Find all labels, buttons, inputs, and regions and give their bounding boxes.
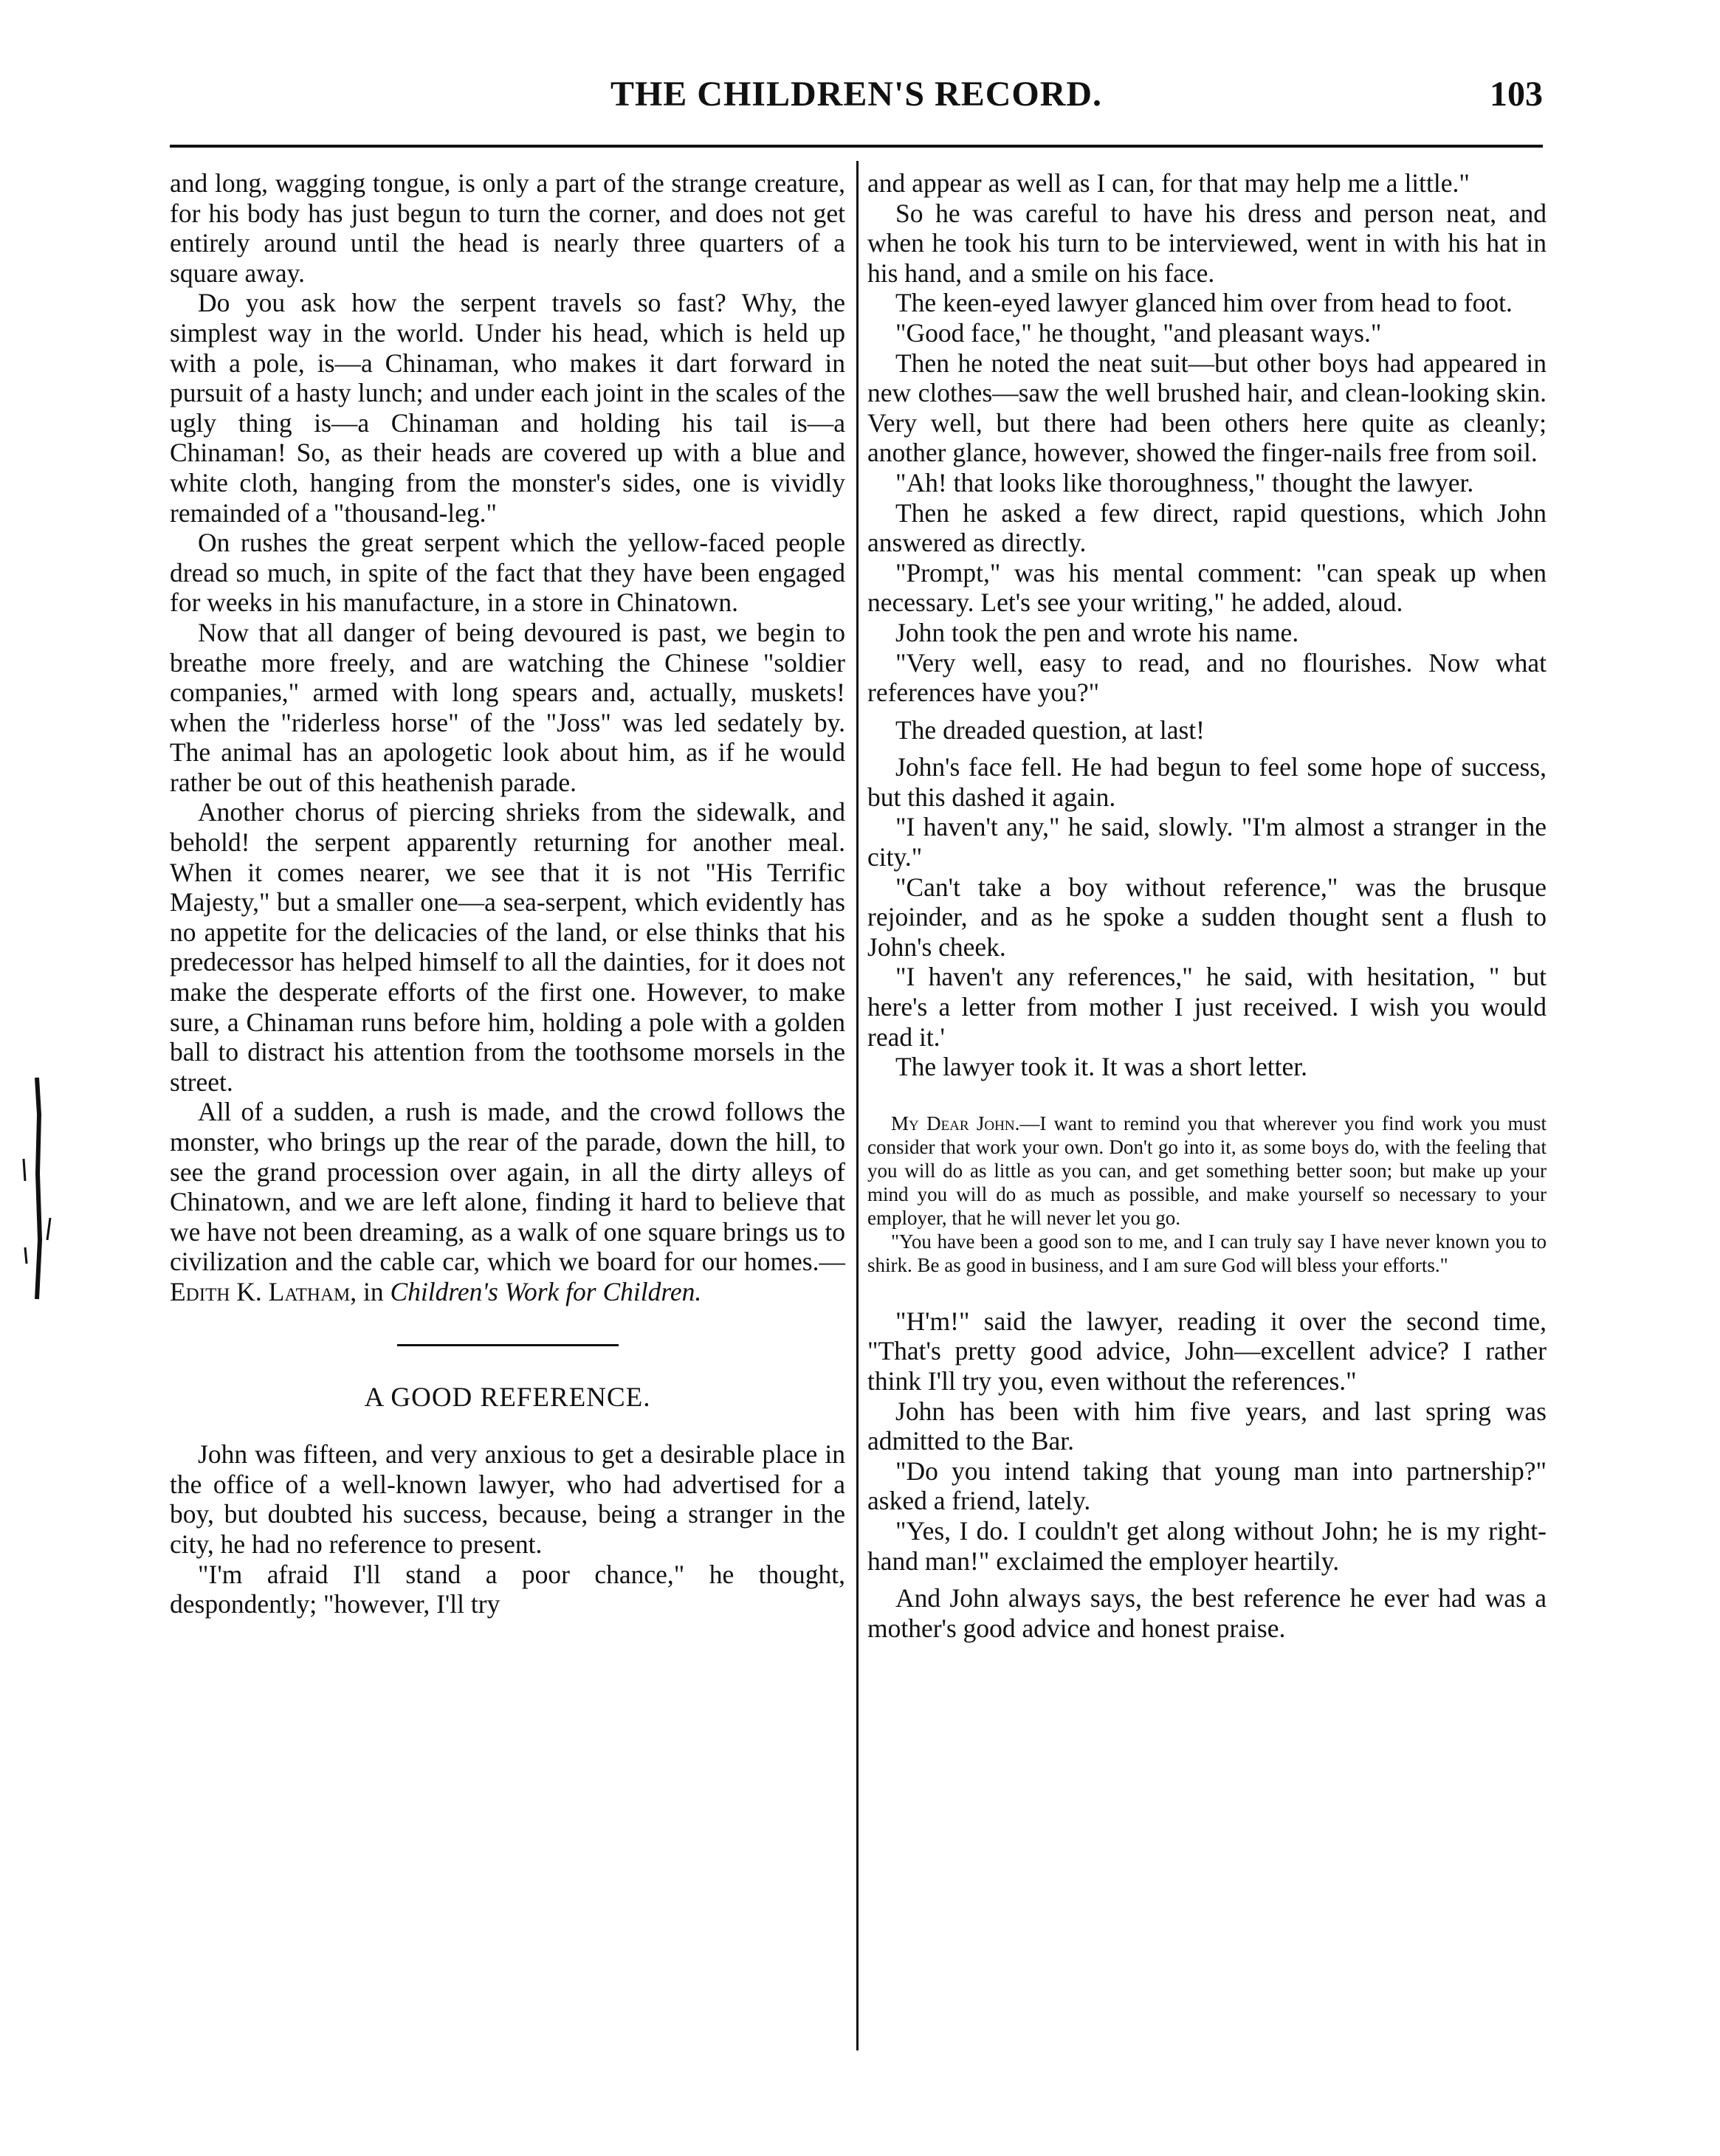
section-divider	[397, 1344, 619, 1346]
left-column	[170, 168, 845, 1619]
paragraph: Then he asked a few direct, rapid questions, which John answered as directly.	[867, 497, 1547, 558]
paragraph-with-attribution	[170, 1097, 845, 1306]
paragraph-text: All of a sudden, a rush is made, and the crowd follows the monster, who brings up the rear of the parade, down the hill, to see the grand procession over again, in all the dirty alleys of Chinatown, and we are left alone, finding it hard to believe that we have not been dreaming, as a walk of one square brings us to civilization and the cable car, which we board for our homes.—	[170, 1097, 845, 1277]
paragraph: Now that all danger of being devoured is past, we begin to breathe more freely, and are watching the Chinese "soldier companies," armed with long spears and, actually, muskets! when the "riderless horse" of the "Joss" was led sedately by. The animal has an apologetic look about him, as if he would rather be out of this heathenish parade.	[170, 617, 845, 797]
paragraph: "H'm!" said the lawyer, reading it over the second time, "That's pretty good advice, John—excellent advice? I rather think I'll try you, even without the references."	[867, 1306, 1547, 1396]
paragraph: The keen-eyed lawyer glanced him over from head to foot.	[895, 288, 1513, 318]
running-header	[170, 74, 1543, 125]
paragraph: John took the pen and wrote his name.	[895, 617, 1299, 647]
author-name: Edith K. Latham	[170, 1276, 351, 1306]
page-number: 103	[1490, 75, 1543, 114]
paragraph: Another chorus of piercing shrieks from the sidewalk, and behold! the serpent apparently returning for another meal. When it comes nearer, we see that it is not "His Terrific Majesty," but a smaller one—a sea-serpent, which evidently has no appetite for the delicacies of the land, or else thinks that his predecessor has helped himself to all the dainties, for it does not make the desperate efforts of the first one. However, to make sure, a Chinaman runs before him, holding a pole with a golden ball to distract his attention from the toothsome morsels in the street.	[170, 797, 845, 1097]
source-title: Children's Work for Children.	[390, 1276, 702, 1306]
paragraph: "Ah! that looks like thoroughness," thought the lawyer.	[895, 467, 1474, 497]
quoted-letter	[867, 1112, 1547, 1277]
paragraph: Then he noted the neat suit—but other boys had appeared in new clothes—saw the well brushed hair, and clean-looking skin. Very well, but there had been others here quite as cleanly; another glance, however, showed the finger-nails free from soil.	[867, 348, 1547, 468]
paragraph: "I'm afraid I'll stand a poor chance," he thought, despondently; "however, I'll try	[170, 1559, 845, 1619]
paragraph: "I haven't any," he said, slowly. "I'm almost a stranger in the city."	[867, 812, 1547, 872]
section-title: A GOOD REFERENCE.	[364, 1382, 651, 1413]
column-divider	[856, 161, 859, 2050]
letter-text: .—I want to remind you that wherever you find work you must consider that work your own. Don't go into it, as some boys do, with the feeling that you will do as little as you can, and get something better soon; but make up your mind you will do as much as possible, and make yourself so necessary to your employer, that he will never let you go.	[867, 1112, 1547, 1229]
paragraph: The lawyer took it. It was a short letter.	[895, 1052, 1307, 1082]
letter-paragraph: "You have been a good son to me, and I can truly say I have never known you to shirk. Be as good in business, and I am sure God will bless your efforts."	[867, 1230, 1547, 1276]
paragraph: "Yes, I do. I couldn't get along without John; he is my right-hand man!" exclaimed the employer heartily.	[867, 1515, 1547, 1576]
paragraph: "Can't take a boy without reference," was the brusque rejoinder, and as he spoke a sudden thought sent a flush to John's cheek.	[867, 872, 1547, 962]
paragraph: So he was careful to have his dress and person neat, and when he took his turn to be interviewed, went in with his hat in his hand, and a smile on his face.	[867, 198, 1547, 288]
header-rule	[170, 145, 1543, 148]
closing-paragraph: And John always says, the best reference he ever had was a mother's good advice and honest praise.	[867, 1583, 1547, 1643]
margin-ink-mark-icon	[15, 1070, 59, 1306]
letter-paragraph	[867, 1112, 1547, 1230]
right-column	[867, 168, 1547, 1643]
paragraph: Do you ask how the serpent travels so fast? Why, the simplest way in the world. Under his head, which is held up with a pole, is—a Chinaman, who makes it dart forward in pursuit of a hasty lunch; and under each joint in the scales of the ugly thing is—a Chinaman and holding his tail is—a Chinaman! So, as their heads are covered up with a blue and white cloth, hanging from the monster's sides, one is vividly remainded of a "thousand-leg."	[170, 288, 845, 528]
paragraph: John was fifteen, and very anxious to get a desirable place in the office of a well-known lawyer, who had advertised for a boy, but doubted his success, because, being a stranger in the city, he had no reference to present.	[170, 1439, 845, 1559]
paragraph: and appear as well as I can, for that may help me a little."	[867, 168, 1470, 198]
paragraph: "I haven't any references," he said, with hesitation, " but here's a letter from mother I just received. I wish you would read it.'	[867, 962, 1547, 1052]
paragraph: "Prompt," was his mental comment: "can speak up when necessary. Let's see your writing," he added, aloud.	[867, 557, 1547, 618]
journal-title: THE CHILDREN'S RECORD.	[610, 75, 1103, 114]
paragraph: "Very well, easy to read, and no flourishes. Now what references have you?"	[867, 647, 1547, 708]
paragraph: "Good face," he thought, "and pleasant ways."	[895, 317, 1382, 348]
paragraph: The dreaded question, at last!	[895, 714, 1205, 745]
paragraph: John's face fell. He had begun to feel some hope of success, but this dashed it again.	[867, 752, 1547, 812]
paragraph: John has been with him five years, and last spring was admitted to the Bar.	[867, 1396, 1547, 1456]
paragraph: On rushes the great serpent which the yellow-faced people dread so much, in spite of the fact that they have been engaged for weeks in his manufacture, in a store in Chinatown.	[170, 528, 845, 618]
letter-salutation: My Dear John	[891, 1112, 1015, 1134]
paragraph: "Do you intend taking that young man into partnership?" asked a friend, lately.	[867, 1456, 1547, 1516]
attribution-joiner: , in	[350, 1276, 391, 1306]
paragraph: and long, wagging tongue, is only a part of the strange creature, for his body has just begun to turn the corner, and does not get entirely around until the head is nearly three quarters of a square away.	[170, 168, 845, 288]
